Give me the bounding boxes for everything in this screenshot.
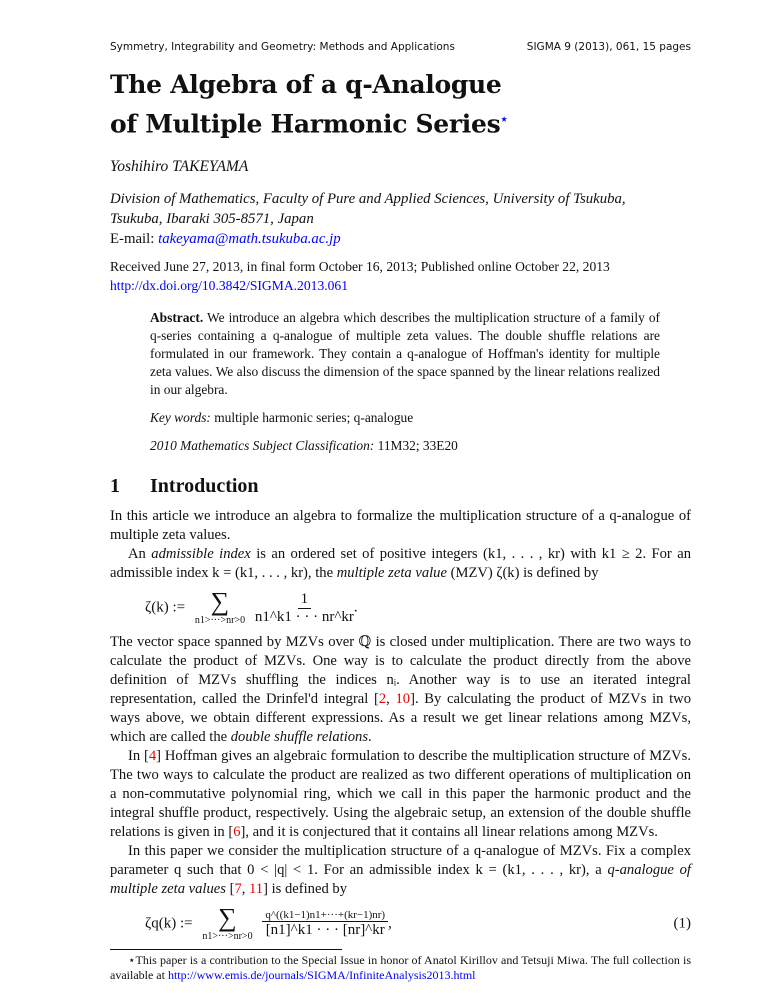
citation-link[interactable]: 11 — [249, 881, 264, 898]
keywords — [150, 409, 660, 427]
paragraph: The vector space spanned by MZVs over ℚ is closed under multiplication. There are two ways to calculate the product of MZVs. One way is to calculate the product directly from the above definition of MZVs shuffling the indices nᵢ. Another way is to use an iterated integral representation, called the Drinfel'd integral [2, 10]. By calculating the product of MZVs in two ways above, we obtain different expressions. As a result we get linear relations among MZVs, which are called the double shuffle relations. — [110, 634, 691, 746]
doi-link[interactable]: http://dx.doi.org/10.3842/SIGMA.2013.061 — [110, 278, 349, 294]
abstract — [150, 309, 660, 399]
footnote-marker-link[interactable]: ⋆ — [500, 112, 508, 126]
intro-paragraphs-2 — [110, 633, 691, 899]
sum-symbol: ∑ n1>···>nr>0 — [194, 587, 246, 627]
paragraph: An admissible index is an ordered set of positive integers (k1, . . . , kr) with k1 ≥ 2. For an admissible index k = (k1, . . . , kr), the multiple zeta value (MZV) ζ(k) is defined by — [110, 546, 691, 582]
footnote-marker: ⋆ — [128, 953, 136, 968]
section-heading — [110, 473, 691, 499]
title-line-1: The Algebra of a q-Analogue — [110, 70, 502, 99]
citation-link[interactable]: 6 — [233, 824, 241, 841]
msc — [150, 437, 660, 455]
msc-label: 2010 Mathematics Subject Classification: — [150, 438, 375, 454]
citation-link[interactable]: 7 — [234, 881, 242, 898]
paper-title — [110, 68, 691, 141]
affiliation — [110, 189, 691, 249]
keywords-label: Key words: — [150, 410, 211, 426]
equation-q-mzv: ζq(k) := ∑ n1>···>nr>0 $\frac{q\^{}((k1-1)n1+\cdot\cdot\cdot+(kr-1)nr)}{[n1]\^{}k1 \cdot \cdot \cdot [nr]\^{}kr}$ , (1) — [145, 903, 691, 943]
footnote-text: This paper is a contribution to the Special Issue in honor of Anatol Kirillov and Tetsuji Miwa. The full collection is available at — [110, 953, 691, 983]
fraction: $\frac{1}{n1\^{}k1 \cdot \cdot \cdot nr\^{}kr}$ — [254, 590, 354, 625]
author: Yoshihiro TAKEYAMA — [110, 158, 249, 176]
msc-text: 11M32; 33E20 — [377, 438, 458, 454]
citation-link[interactable]: 4 — [148, 748, 157, 765]
abstract-label: Abstract. — [150, 310, 204, 326]
keywords-text: multiple harmonic series; q-analogue — [214, 410, 414, 426]
footnote-link[interactable]: http://www.emis.de/journals/SIGMA/InfiniteAnalysis2013.html — [167, 968, 476, 983]
eq-lhs: ζq(k) := — [145, 915, 193, 932]
footnote-rule — [110, 949, 342, 950]
affiliation-line-1: Division of Mathematics, Faculty of Pure and Applied Sciences, University of Tsukuba, — [110, 191, 626, 208]
section-title: Introduction — [150, 475, 259, 498]
citation-link[interactable]: 2 — [378, 691, 387, 708]
abstract-text: We introduce an algebra which describes the multiplication structure of a family of q-series containing a q-analogue of multiple zeta values. The double shuffle relations are formulated in our framework. They contain a q-analogue of Hoffman's identity for multiple zeta values. We also discuss the dimension of the space spanned by the linear relations realized in our algebra. — [150, 310, 661, 398]
citation-link[interactable]: 10 — [395, 691, 411, 708]
affiliation-line-2: Tsukuba, Ibaraki 305-8571, Japan — [110, 211, 314, 228]
publication-info — [110, 257, 691, 295]
journal-name: Symmetry, Integrability and Geometry: Methods and Applications — [110, 41, 455, 53]
eq-lhs: ζ(k) := — [145, 599, 186, 616]
email-label: E-mail: — [110, 231, 155, 248]
section-number: 1 — [110, 475, 120, 498]
citation: SIGMA 9 (2013), 061, 15 pages — [526, 41, 691, 53]
email-link[interactable]: takeyama@math.tsukuba.ac.jp — [158, 231, 341, 248]
sum-symbol: ∑ n1>···>nr>0 — [202, 903, 253, 943]
dates: Received June 27, 2013, in final form October 16, 2013; Published online October 22, 2013 — [110, 259, 610, 275]
equation-number: (1) — [673, 915, 691, 932]
fraction: $\frac{q\^{}((k1-1)n1+\cdot\cdot\cdot+(kr-1)nr)}{[n1]\^{}k1 \cdot \cdot \cdot [nr]\^{}kr}$ — [262, 909, 388, 939]
title-line-2: of Multiple Harmonic Series — [110, 109, 501, 139]
running-header — [110, 40, 691, 54]
intro-paragraphs-1 — [110, 507, 691, 583]
equation-mzv: ζ(k) := ∑ n1>···>nr>0 $\frac{1}{n1\^{}k1 \cdot \cdot \cdot nr\^{}kr}$ . — [145, 587, 358, 627]
paragraph: In this paper we consider the multiplication structure of a q-analogue of MZVs. Fix a complex parameter q such that 0 < |q| < 1. For an admissible index k = (k1, . . . , kr), a q-analogue of multiple zeta values [7, 11] is defined by — [110, 843, 691, 898]
paragraph: In this article we introduce an algebra to formalize the multiplication structure of a q-analogue of multiple zeta values. — [110, 508, 691, 544]
paragraph: In [4] Hoffman gives an algebraic formulation to describe the multiplication structure of MZVs. The two ways to calculate the product are realized as two different operations of multiplication on a non-commutative polynomial ring, which we call in this paper the harmonic product and the integral shuffle product, respectively. Using the algebraic setup, an extension of the double shuffle relations is given in [6], and it is conjectured that it contains all linear relations among MZVs. — [110, 748, 691, 841]
footnote — [110, 953, 691, 983]
